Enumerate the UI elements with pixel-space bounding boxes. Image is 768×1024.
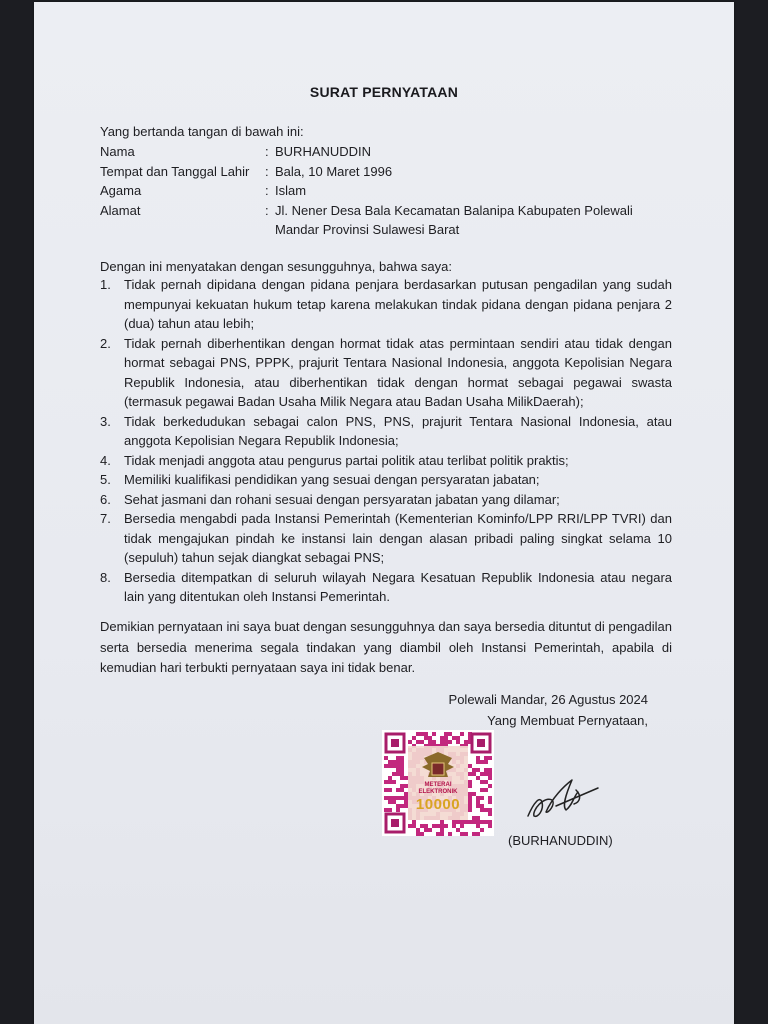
list-item-text: Tidak berkedudukan sebagai calon PNS, PNS, prajurit Tentara Nasional Indonesia, atau anggota Kepolisian Negara Republik Indonesia; (124, 413, 672, 448)
identity-value: Jl. Nener Desa Bala Kecamatan Balanipa Kabupaten Polewali Mandar Provinsi Sulawesi Barat (275, 202, 633, 237)
list-item-text: Bersedia mengabdi pada Instansi Pemerintah (Kementerian Kominfo/LPP RRI/LPP TVRI) dan tidak mengajukan pindah ke instansi lain dengan alasan pribadi paling singkat selama 10 (sepuluh) tahun sejak diangkat sebagai PNS; (124, 511, 672, 565)
identity-colon: : (265, 163, 269, 179)
identity-value: Bala, 10 Maret 1996 (275, 163, 393, 179)
identity-label: Nama (100, 144, 135, 159)
meterai-value: 10000 (415, 796, 461, 813)
identity-value: Islam (275, 183, 307, 198)
identity-label: Alamat (100, 202, 141, 218)
identity-row-birth (100, 162, 670, 182)
list-item (100, 568, 672, 607)
identity-label: Agama (100, 183, 142, 198)
identity-label: Tempat dan Tanggal Lahir (100, 163, 250, 179)
list-item (100, 412, 672, 451)
handwritten-signature (522, 766, 602, 826)
list-item (100, 334, 672, 412)
list-item-text: Memiliki kualifikasi pendidikan yang sesuai dengan persyaratan jabatan; (124, 472, 540, 487)
meterai-label: METERAI ELEKTRONIK (418, 782, 458, 795)
list-item-text: Tidak pernah dipidana dengan pidana penjara berdasarkan putusan pengadilan yang sudah mempunyai kekuatan hukum tetap karena melakukan tindak pidana dengan pidana penjara 2 (dua) tahun atau lebih; (124, 277, 672, 331)
closing-paragraph: Demikian pernyataan ini saya buat dengan sesungguhnya dan saya bersedia dituntut di pengadilan serta bersedia menerima segala tindakan yang diambil oleh Instansi Pemerintah, apabila di kemudian hari terbukti pernyataan saya ini tidak benar. (100, 619, 672, 675)
identity-row-name (100, 142, 670, 162)
identity-value: BURHANUDDIN (275, 144, 372, 159)
identity-colon: : (265, 202, 269, 218)
list-item-number: 3. (100, 413, 111, 429)
list-item-number: 8. (100, 569, 111, 585)
declaration-intro: Dengan ini menyatakan dengan sesungguhnya, bahwa saya: (100, 259, 452, 274)
signer-name: (BURHANUDDIN) (508, 833, 613, 848)
identity-row-religion (100, 181, 670, 201)
document-page (34, 2, 734, 1024)
e-meterai-stamp (382, 730, 494, 836)
list-item-number: 1. (100, 277, 111, 292)
identity-colon: : (265, 183, 269, 198)
list-item-number: 6. (100, 491, 111, 507)
list-item (100, 509, 672, 568)
document-title: SURAT PERNYATAAN (309, 84, 459, 100)
list-item (100, 470, 672, 490)
list-item-text: Tidak menjadi anggota atau pengurus partai politik atau terlibat politik praktis; (124, 452, 569, 468)
list-item-text: Bersedia ditempatkan di seluruh wilayah Negara Kesatuan Republik Indonesia atau negara lain yang ditentukan oleh Instansi Pemerintah. (124, 569, 672, 604)
list-item (100, 275, 672, 334)
place-date: Polewali Mandar, 26 Agustus 2024 (448, 692, 648, 707)
maker-label: Yang Membuat Pernyataan, (487, 713, 648, 728)
list-item-text: Tidak pernah diberhentikan dengan hormat tidak atas permintaan sendiri atau tidak dengan hormat sebagai PNS, PPPK, prajurit Tentara Nasional Indonesia, anggota Kepolisian Negara Republik Indonesia, atau diberhentikan tidak dengan hormat sebagai pegawai swasta (termasuk pegawai Badan Usaha Milik Negara atau Badan Usaha MilikDaerah); (124, 335, 672, 409)
identity-colon: : (265, 144, 269, 159)
declaration-list (100, 275, 672, 607)
list-item (100, 451, 672, 471)
list-item-number: 2. (100, 335, 111, 351)
list-item-number: 7. (100, 511, 111, 526)
identity-row-address (100, 201, 670, 240)
identity-table (100, 142, 670, 240)
list-item (100, 490, 672, 510)
list-item-number: 4. (100, 452, 111, 468)
list-item-text: Sehat jasmani dan rohani sesuai dengan persyaratan jabatan yang dilamar; (124, 491, 560, 507)
intro-text: Yang bertanda tangan di bawah ini: (100, 124, 304, 139)
list-item-number: 5. (100, 472, 111, 487)
